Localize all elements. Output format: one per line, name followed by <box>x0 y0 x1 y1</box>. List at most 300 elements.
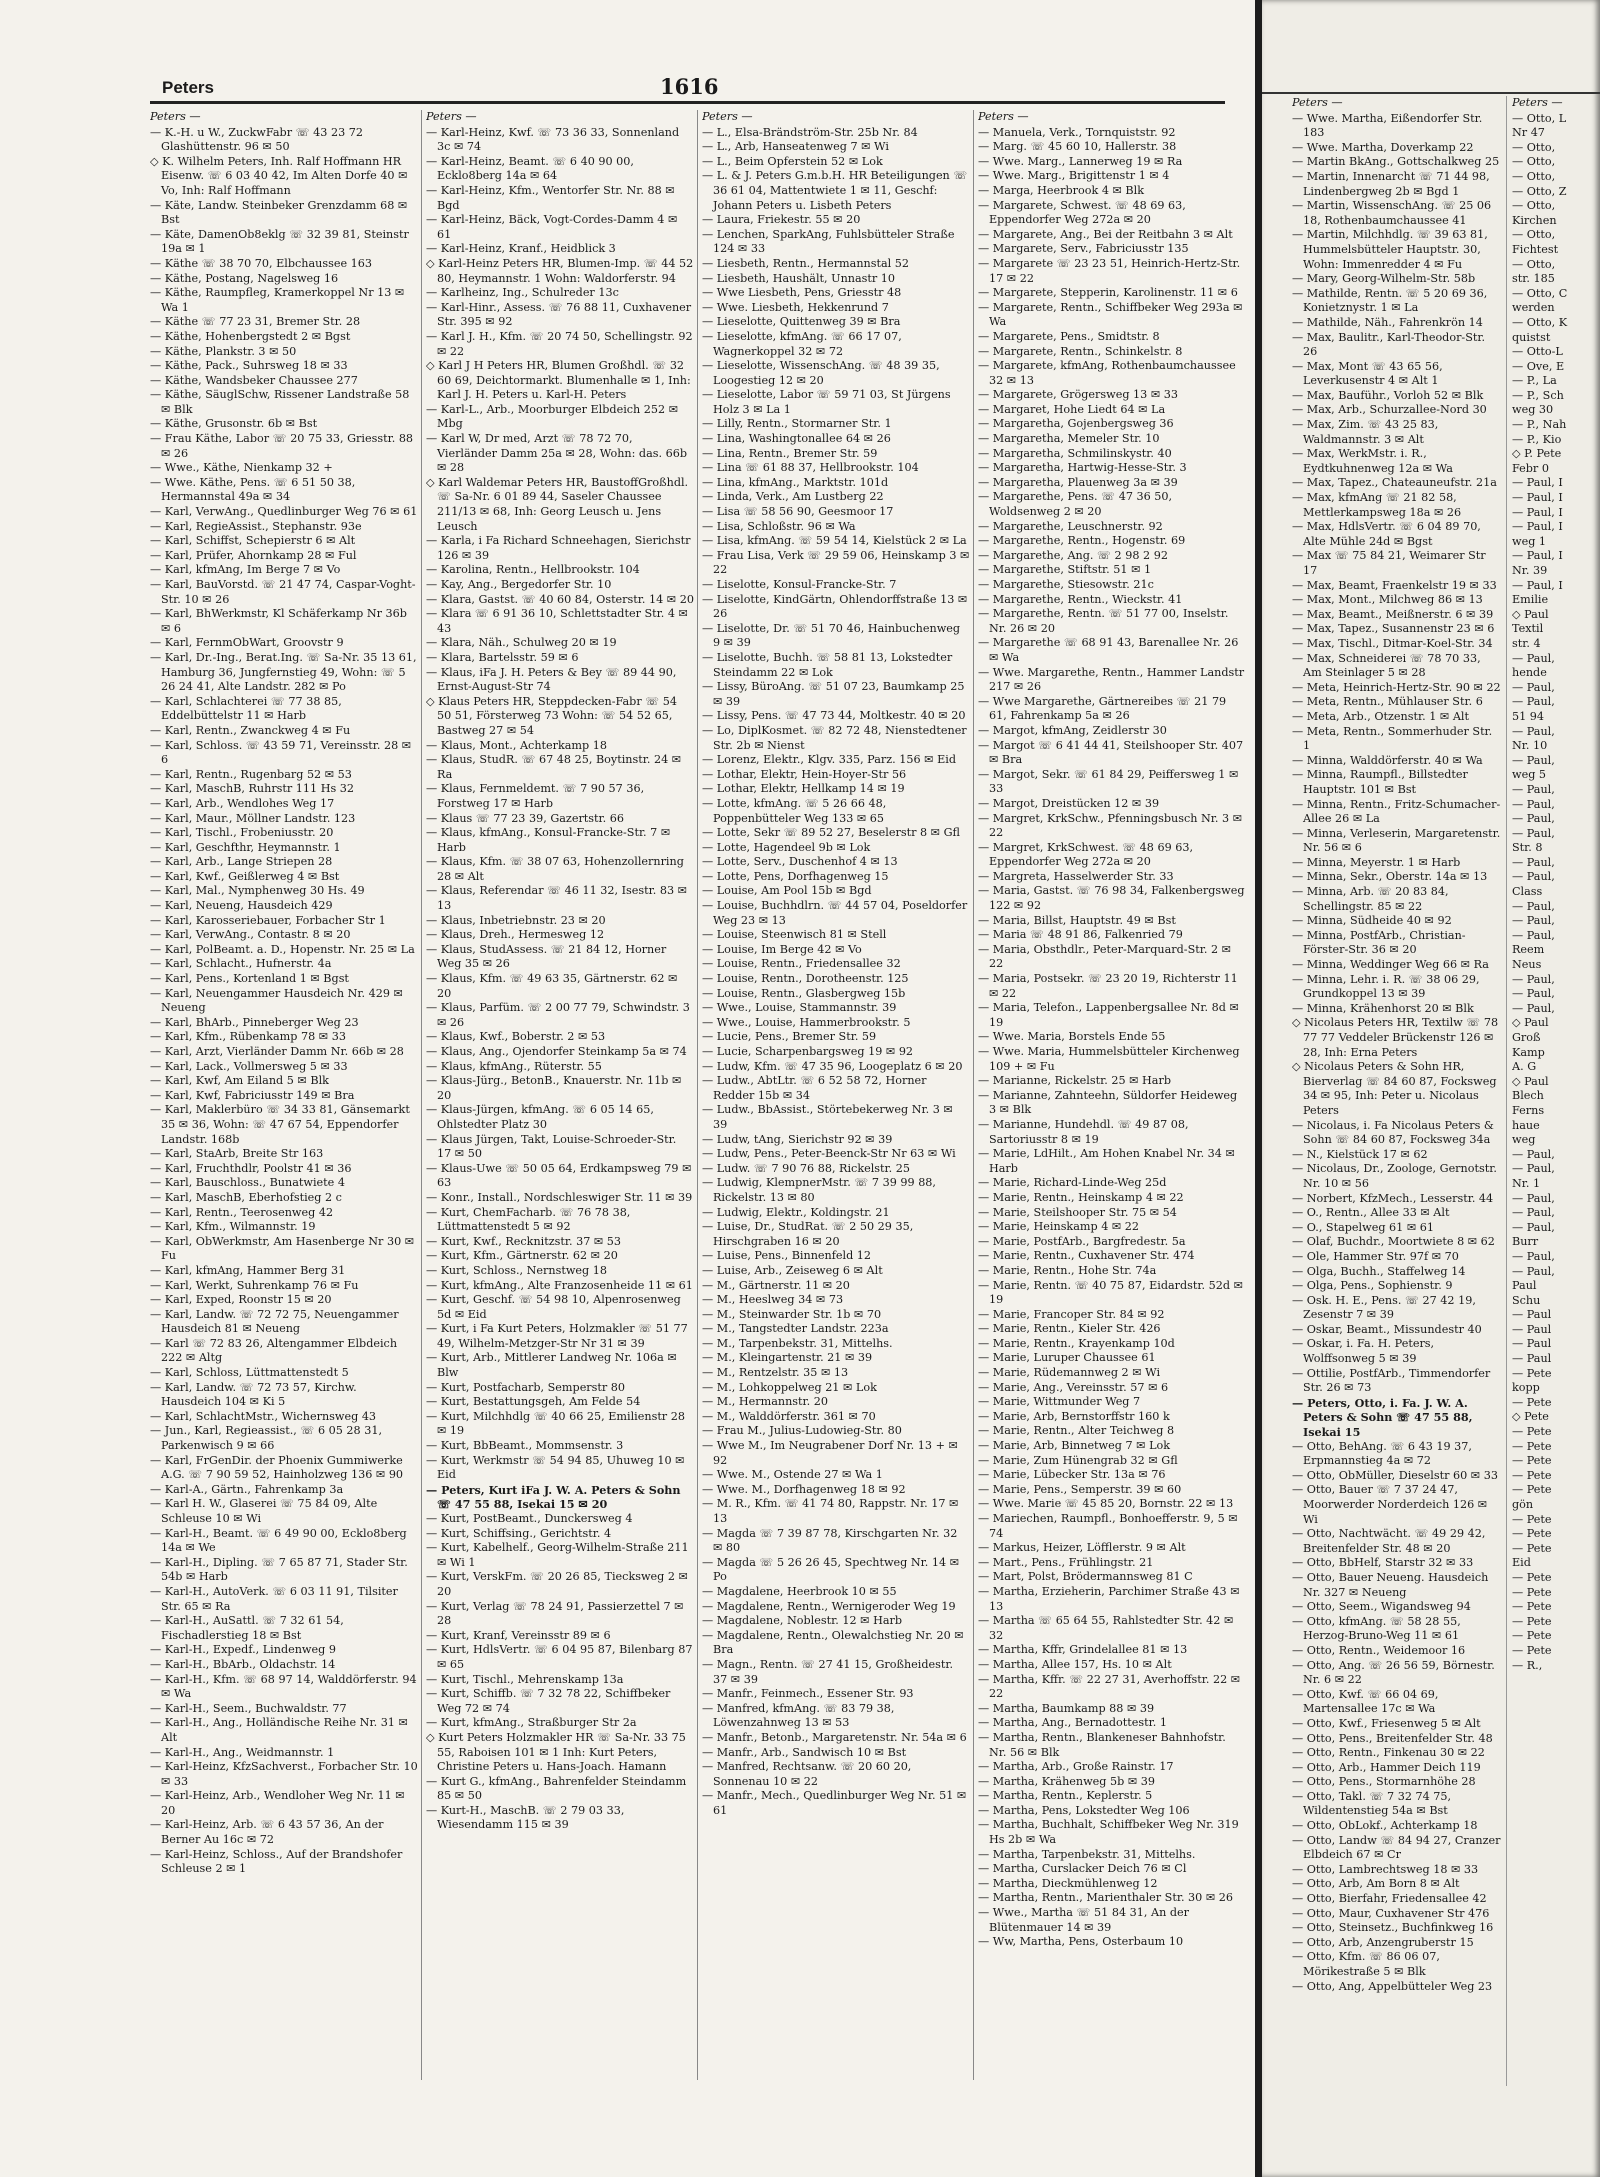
directory-entry: — Karl-H., AuSattl. ☏ 7 32 61 54, Fischadlerstieg 18 ✉ Bst <box>150 1614 344 1642</box>
directory-entry: — Karl ☏ 72 83 26, Altengammer Elbdeich 222 ✉ Altg <box>150 1336 398 1365</box>
directory-entry: str. 185 <box>1512 272 1555 286</box>
directory-entry: — M. R., Kfm. ☏ 41 74 80, Rappstr. Nr. 17 ✉ 13 <box>702 1497 959 1525</box>
directory-entry: — Luise, Arb., Zeiseweg 6 ✉ Alt <box>702 1263 883 1277</box>
directory-entry: — Otto, K <box>1512 315 1568 329</box>
directory-entry: ◇ Klaus Peters HR, Steppdecken-Fabr ☏ 54 50 51, Försterweg 73 Wohn: ☏ 54 52 65, Bastweg 27 ✉ 54 <box>426 694 678 737</box>
directory-entry: — Max, WerkMstr. i. R., Eydtkuhnenweg 12a ✉ Wa <box>1292 447 1453 475</box>
directory-entry: — Klara, Näh., Schulweg 20 ✉ 19 <box>426 636 617 650</box>
directory-entry: — Ludw., AbtLtr. ☏ 6 52 58 72, Horner Redder 15b ✉ 34 <box>702 1074 927 1102</box>
directory-entry: — Margarethe, Leuschnerstr. 92 <box>978 519 1163 533</box>
directory-entry: — Kay, Ang., Bergedorfer Str. 10 <box>426 578 612 591</box>
directory-entry: — Martha, Dieckmühlenweg 12 <box>978 1876 1158 1890</box>
column-heading: Peters — <box>1512 96 1563 109</box>
directory-entry: — Marianne, Hundehdl. ☏ 49 87 08, Sartoriusstr 8 ✉ 19 <box>978 1117 1189 1146</box>
directory-entry: — Pete <box>1512 1643 1552 1657</box>
directory-entry: — Karl, BauVorstd. ☏ 21 47 74, Caspar-Voght-Str. 10 ✉ 26 <box>150 578 416 606</box>
directory-entry: — Margret, KrkSchwest. ☏ 48 69 63, Eppendorfer Weg 272a ✉ 20 <box>978 840 1194 869</box>
directory-entry: — Kurt G., kfmAng., Bahrenfelder Steindamm 85 ✉ 50 <box>426 1774 687 1803</box>
directory-entry: — Marianne, Zahnteehn, Süldorfer Heideweg 3 ✉ Blk <box>978 1088 1238 1117</box>
directory-entry: — Mariechen, Raumpfl., Bonhoefferstr. 9, 5 ✉ 74 <box>978 1512 1238 1540</box>
directory-entry: ◇ Nicolaus Peters & Sohn HR, Bierverlag ☏ 84 60 87, Focksweg 34 ✉ 95, Inh: Peter u. Nicolaus Peters <box>1292 1060 1497 1117</box>
directory-entry: Nr. 1 <box>1512 1176 1541 1190</box>
directory-entry: — Karl, Bauschloss., Bunatwiete 4 <box>150 1176 345 1190</box>
directory-entry: — Margarethe, Rentn. ☏ 51 77 00, Inselstr. Nr. 26 ✉ 20 <box>978 607 1229 635</box>
directory-entry: — Louise, Im Berge 42 ✉ Vo <box>702 942 862 956</box>
directory-entry: — Frau Lisa, Verk ☏ 29 59 06, Heinskamp 3 ✉ 22 <box>702 548 970 577</box>
directory-entry: — Martha, Rentn., Keplerstr. 5 <box>978 1789 1153 1803</box>
directory-entry: — Wwe., Louise, Hammerbrookstr. 5 <box>702 1015 911 1029</box>
directory-entry: — Margaret, Hohe Liedt 64 ✉ La <box>978 402 1166 416</box>
directory-entry: — Karl W, Dr med, Arzt ☏ 78 72 70, Vierländer Damm 25a ✉ 28, Wohn: das. 66b ✉ 28 <box>426 432 688 475</box>
directory-entry: — Margot, kfmAng, Zeidlerstr 30 <box>978 723 1167 737</box>
directory-entry: — Karl, FrGenDir. der Phoenix Gummiwerke A.G. ☏ 7 90 59 52, Hainholzweg 136 ✉ 90 <box>150 1453 404 1482</box>
directory-entry: — Karl, Landw. ☏ 72 73 57, Kirchw. Hausdeich 104 ✉ Ki 5 <box>150 1380 357 1409</box>
directory-entry: — N., Kielstück 17 ✉ 62 <box>1292 1147 1428 1161</box>
directory-entry: — Marie, Lübecker Str. 13a ✉ 76 <box>978 1468 1166 1482</box>
directory-entry: weg 1 <box>1512 534 1547 548</box>
directory-entry: — Otto, Bauer Neueng. Hausdeich Nr. 327 ✉ Neueng <box>1292 1570 1489 1599</box>
directory-entry: — Peters, Kurt iFa J. W. A. Peters & Sohn ☏ 47 55 88, Isekai 15 ✉ 20 <box>426 1482 681 1512</box>
directory-entry: Emilie <box>1512 593 1549 607</box>
directory-entry: — Paul, <box>1512 1001 1555 1015</box>
directory-entry: — Margot, Sekr. ☏ 61 84 29, Peiffersweg 1 ✉ 33 <box>978 767 1239 796</box>
directory-entry: — Karl, Rentn., Rugenbarg 52 ✉ 53 <box>150 767 352 781</box>
directory-entry: — Martha, Ang., Bernadottestr. 1 <box>978 1716 1167 1730</box>
directory-entry: — Lotte, Hagendeel 9b ✉ Lok <box>702 840 871 854</box>
directory-entry: — Karl, Mal., Nymphenweg 30 Hs. 49 <box>150 884 365 898</box>
directory-entry: — Karl, Dr.-Ing., Berat.Ing. ☏ Sa-Nr. 35 13 61, Hamburg 36, Jungfernstieg 49, Wohn: ☏ 5 26 24 41, Alte Landstr. 282 ✉ Po <box>150 650 417 694</box>
directory-entry: — Otto, <box>1512 169 1556 183</box>
directory-entry: — Paul <box>1512 1337 1552 1351</box>
directory-entry: — Marie, Rentn. ☏ 40 75 87, Eidardstr. 52d ✉ 19 <box>978 1278 1243 1307</box>
directory-entry: — Otto, Rentn., Weidemoor 16 <box>1292 1643 1466 1657</box>
directory-entry: ◇ Paul <box>1512 1074 1549 1088</box>
directory-entry: — Käthe ☏ 77 23 31, Bremer Str. 28 <box>150 315 361 329</box>
directory-entry: — Karl, PolBeamt. a. D., Hopenstr. Nr. 25 ✉ La <box>150 942 415 956</box>
directory-entry: — Max, Baulitr., Karl-Theodor-Str. 26 <box>1292 330 1486 359</box>
directory-entry: — Magda ☏ 7 39 87 78, Kirschgarten Nr. 32 ✉ 80 <box>702 1526 958 1555</box>
directory-entry: — Otto, Maur, Cuxhavener Str 476 <box>1292 1906 1490 1920</box>
directory-entry: — Manfr., Betonb., Margaretenstr. Nr. 54a ✉ 6 <box>702 1730 967 1744</box>
directory-entry: — Margaretha, Hartwig-Hesse-Str. 3 <box>978 461 1187 475</box>
directory-entry: — Karl, Landw. ☏ 72 72 75, Neuengammer Hausdeich 81 ✉ Neueng <box>150 1307 399 1336</box>
directory-entry: — Norbert, KfzMech., Lesserstr. 44 <box>1292 1191 1494 1205</box>
directory-entry: gön <box>1512 1498 1534 1511</box>
directory-entry: — Otto, kfmAng. ☏ 58 28 55, Herzog-Bruno-Weg 11 ✉ 61 <box>1292 1614 1461 1643</box>
directory-entry: — Karl, Kfm., Wilmannstr. 19 <box>150 1220 316 1234</box>
directory-entry: — Karl-H., Kfm. ☏ 68 97 14, Walddörferstr. 94 ✉ Wa <box>150 1672 417 1701</box>
directory-entry: — Margaretha, Gojenbergsweg 36 <box>978 417 1174 431</box>
directory-entry: — Laura, Friekestr. 55 ✉ 20 <box>702 213 861 227</box>
directory-entry: — Karl-Heinz, Arb., Wendloher Weg Nr. 11 ✉ 20 <box>150 1789 405 1817</box>
directory-entry: — Karl, Fruchthdlr, Poolstr 41 ✉ 36 <box>150 1161 352 1175</box>
directory-entry: — Lotte, Pens, Dorfhagenweg 15 <box>702 869 889 883</box>
directory-entry: Nr. 39 <box>1512 564 1548 577</box>
directory-entry: — Minna, Krähenhorst 20 ✉ Blk <box>1292 1001 1474 1015</box>
directory-entry: — Liselotte, Dr. ☏ 51 70 46, Hainbuchenweg 9 ✉ 39 <box>702 621 961 650</box>
directory-entry: — Paul, <box>1512 651 1555 665</box>
directory-entry: — Kurt, Kwf., Recknitzstr. 37 ✉ 53 <box>426 1234 622 1248</box>
directory-entry: — Karl-L., Arb., Moorburger Elbdeich 252 ✉ Mbg <box>426 402 679 431</box>
directory-entry: — Liesbeth, Rentn., Hermannstal 52 <box>702 256 910 270</box>
directory-entry: — Otto, Landw ☏ 84 94 27, Cranzer Elbdeich 67 ✉ Cr <box>1292 1833 1501 1862</box>
directory-entry: — Karl, Kwf, Fabriciusstr 149 ✉ Bra <box>150 1088 355 1102</box>
directory-entry: Burr <box>1512 1235 1539 1249</box>
directory-entry: — Paul, <box>1512 1162 1555 1176</box>
directory-entry: — Paul, <box>1512 914 1555 928</box>
directory-entry: — Marie, Arb, Binnetweg 7 ✉ Lok <box>978 1439 1171 1453</box>
directory-entry: — Klara, Gastst. ☏ 40 60 84, Osterstr. 14 ✉ 20 <box>426 592 694 606</box>
directory-entry: — Kurt, Schiffsing., Gerichtstr. 4 <box>426 1526 612 1540</box>
directory-entry: — Klaus, Parfüm. ☏ 2 00 77 79, Schwindstr. 3 ✉ 26 <box>426 1001 690 1029</box>
directory-entry: — Magdalene, Rentn., Wernigeroder Weg 19 <box>702 1599 956 1613</box>
directory-entry: — M., Steinwarder Str. 1b ✉ 70 <box>702 1307 882 1321</box>
directory-entry: weg 5 <box>1512 768 1547 782</box>
directory-entry: — Otto-L <box>1512 345 1563 359</box>
directory-entry: — Wwe., Louise, Stammannstr. 39 <box>702 1001 897 1015</box>
directory-column-1 <box>150 110 418 2090</box>
directory-entry: — Lisa, Schloßstr. 96 ✉ Wa <box>702 519 856 533</box>
directory-entry: — Paul, <box>1512 1264 1555 1278</box>
directory-entry: — Käthe, Postang, Nagelsweg 16 <box>150 271 339 285</box>
directory-entry: — Margaretha, Memeler Str. 10 <box>978 432 1160 446</box>
directory-entry: — Martha, Kffr, Grindelallee 81 ✉ 13 <box>978 1643 1188 1657</box>
directory-entry: — Otto, <box>1512 257 1556 271</box>
directory-entry: — Max, Mont., Milchweg 86 ✉ 13 <box>1292 593 1483 607</box>
directory-entry: — Karl, Kwf., Geißlerweg 4 ✉ Bst <box>150 869 340 883</box>
directory-entry: — Mart, Polst, Brödermannsweg 81 C <box>978 1570 1193 1584</box>
directory-entry: — Maria, Telefon., Lappenbergsallee Nr. 8d ✉ 19 <box>978 1001 1239 1029</box>
directory-entry: Eid <box>1512 1556 1531 1570</box>
directory-entry: — Lilly, Rentn., Stormarner Str. 1 <box>702 417 892 431</box>
directory-entry: — Pete <box>1512 1614 1552 1628</box>
directory-entry: — Karl H. W., Glaserei ☏ 75 84 09, Alte Schleuse 10 ✉ Wi <box>150 1497 378 1525</box>
directory-entry: — Karl, Schloss, Lüttmattenstedt 5 <box>150 1366 349 1380</box>
directory-entry: — Paul, <box>1512 695 1555 709</box>
directory-entry: quistst <box>1512 330 1551 344</box>
directory-entry: — Wwe. Marie ☏ 45 85 20, Bornstr. 22 ✉ 13 <box>978 1497 1234 1511</box>
directory-entry: — Paul, <box>1512 987 1555 1001</box>
directory-entry: — Lina, Washingtonallee 64 ✉ 26 <box>702 432 891 446</box>
column-divider <box>973 110 974 2080</box>
directory-entry: — Otto, Kwf. ☏ 66 04 69, Martensallee 17c ✉ Wa <box>1292 1687 1439 1716</box>
directory-entry: hende <box>1512 666 1547 680</box>
directory-column-right-a <box>1292 96 1502 2096</box>
directory-entry: — Kurt, Schloss., Nernstweg 18 <box>426 1263 607 1277</box>
directory-entry: — Otto, Pens., Stormarnhöhe 28 <box>1292 1775 1476 1789</box>
directory-entry: — Nicolaus, Dr., Zoologe, Gernotstr. Nr. 10 ✉ 56 <box>1292 1162 1497 1190</box>
directory-entry: — Karl, Exped, Roonstr 15 ✉ 20 <box>150 1293 332 1307</box>
directory-entry: — Maria, Gastst. ☏ 76 98 34, Falkenbergsweg 122 ✉ 92 <box>978 884 1245 913</box>
directory-entry: — Max, kfmAng ☏ 21 82 58, Mettlerkampsweg 18a ✉ 26 <box>1292 491 1462 519</box>
directory-entry: — Karl, Werkt, Suhrenkamp 76 ✉ Fu <box>150 1278 359 1292</box>
directory-entry: — Marie, Wittmunder Weg 7 <box>978 1395 1141 1409</box>
directory-entry: — Pete <box>1512 1585 1552 1599</box>
directory-entry: ◇ Karl J H Peters HR, Blumen Großhdl. ☏ 32 60 69, Deichtormarkt. Blumenhalle ✉ 1, Inh: Karl J. H. Peters u. Karl-H. Peters <box>426 359 691 402</box>
directory-entry: — Max, Zim. ☏ 43 25 83, Waldmannstr. 3 ✉ Alt <box>1292 418 1439 446</box>
directory-entry: — Karl-H., Ang., Holländische Reihe Nr. 31 ✉ Alt <box>150 1716 408 1744</box>
directory-entry: — Marie, Rentn., Hohe Str. 74a <box>978 1263 1157 1277</box>
directory-entry: — Otto, BehAng. ☏ 6 43 19 37, Erpmannstieg 4a ✉ 72 <box>1292 1439 1472 1468</box>
directory-entry: — Marie, LdHilt., Am Hohen Knabel Nr. 34 ✉ Harb <box>978 1147 1235 1175</box>
directory-entry: — Karl, Arb., Lange Striepen 28 <box>150 855 333 869</box>
directory-entry: — Ludw, Pens., Peter-Beenck-Str Nr 63 ✉ Wi <box>702 1147 956 1161</box>
directory-entry: — M., Lohkoppelweg 21 ✉ Lok <box>702 1380 877 1394</box>
directory-entry: — Lucie, Pens., Bremer Str. 59 <box>702 1030 877 1044</box>
directory-entry: — Klaus, Dreh., Hermesweg 12 <box>426 928 605 942</box>
directory-entry: — Marg. ☏ 45 60 10, Hallerstr. 38 <box>978 140 1177 154</box>
directory-entry: — Margarete, Pens., Smidtstr. 8 <box>978 329 1160 343</box>
directory-entry: — Osk. H. E., Pens. ☏ 27 42 19, Zesenstr 7 ✉ 39 <box>1292 1293 1476 1322</box>
column-heading: Peters — <box>426 110 477 123</box>
directory-entry: — Frau M., Julius-Ludowieg-Str. 80 <box>702 1424 902 1438</box>
directory-entry: — Minna, Sekr., Oberstr. 14a ✉ 13 <box>1292 870 1488 884</box>
directory-entry: — Minna, Walddörferstr. 40 ✉ Wa <box>1292 753 1483 767</box>
directory-entry: — Paul, <box>1512 899 1555 913</box>
directory-entry: — Max ☏ 75 84 21, Weimarer Str 17 <box>1292 549 1486 577</box>
directory-entry: — Otto, C <box>1512 286 1568 300</box>
directory-entry: — Margarethe, Rentn., Wieckstr. 41 <box>978 592 1183 606</box>
directory-entry: — Marie, Steilshooper Str. 75 ✉ 54 <box>978 1205 1177 1219</box>
directory-entry: — Wwe. Käthe, Pens. ☏ 6 51 50 38, Hermannstal 49a ✉ 34 <box>150 475 356 504</box>
directory-entry: — Lisa, kfmAng. ☏ 59 54 14, Kielstück 2 ✉ La <box>702 534 967 548</box>
directory-entry: — Paul, I <box>1512 476 1563 490</box>
directory-entry: — Pete <box>1512 1439 1552 1453</box>
directory-entry: — Pete <box>1512 1468 1552 1482</box>
directory-entry: — Karl, Neueng, Hausdeich 429 <box>150 899 333 913</box>
directory-entry: — Maria, Billst, Hauptstr. 49 ✉ Bst <box>978 913 1176 927</box>
directory-entry: — Karl, Schloss. ☏ 43 59 71, Vereinsstr. 28 ✉ 6 <box>150 738 412 767</box>
book-binding <box>1255 0 1262 2177</box>
directory-entry: — Martin, Milchhdlg. ☏ 39 63 81, Hummelsbütteler Hauptstr. 30, Wohn: Immenredder 4 ✉ Fu <box>1292 228 1488 271</box>
directory-entry: Nr 47 <box>1512 126 1545 140</box>
directory-entry: — Klaus, iFa J. H. Peters & Bey ☏ 89 44 90, Ernst-August-Str 74 <box>426 665 677 694</box>
directory-entry: — O., Rentn., Allee 33 ✉ Alt <box>1292 1206 1450 1220</box>
directory-entry: — Pete <box>1512 1454 1552 1468</box>
directory-entry: — Wwe., Martha ☏ 51 84 31, An der Blütenmauer 14 ✉ 39 <box>978 1906 1189 1934</box>
directory-entry: — Paul, <box>1512 812 1555 826</box>
directory-entry: — Martha, Krähenweg 5b ✉ 39 <box>978 1774 1156 1788</box>
directory-entry: — Lo, DiplKosmet. ☏ 82 72 48, Nienstedtener Str. 2b ✉ Nienst <box>702 723 967 752</box>
directory-entry: — Margarete, Rentn., Schinkelstr. 8 <box>978 344 1183 358</box>
directory-entry: — Margarethe, Stiftstr. 51 ✉ 1 <box>978 563 1152 577</box>
directory-entry: — Pete <box>1512 1483 1552 1497</box>
directory-entry: — Karl J. H., Kfm. ☏ 20 74 50, Schellingstr. 92 ✉ 22 <box>426 329 693 358</box>
directory-entry: — K.-H. u W., ZuckwFabr ☏ 43 23 72 Glashüttenstr. 96 ✉ 50 <box>150 125 363 154</box>
directory-entry: haue <box>1512 1118 1540 1132</box>
directory-entry: — Paul, <box>1512 1147 1555 1161</box>
directory-entry: — Paul, <box>1512 1249 1555 1263</box>
directory-entry: Groß <box>1512 1031 1541 1044</box>
directory-entry: — Käte, Landw. Steinbeker Grenzdamm 68 ✉ Bst <box>150 198 408 227</box>
directory-entry: — Karl-H., AutoVerk. ☏ 6 03 11 91, Tilsiter Str. 65 ✉ Ra <box>150 1584 398 1613</box>
directory-entry: — Paul, <box>1512 826 1555 840</box>
directory-entry: — Marie, Francoper Str. 84 ✉ 92 <box>978 1307 1165 1321</box>
directory-entry: — Karl, ObWerkmstr, Am Hasenberge Nr 30 ✉ Fu <box>150 1234 415 1263</box>
directory-entry: — Otto, Steinsetz., Buchfinkweg 16 <box>1292 1921 1494 1935</box>
directory-entry: — Minna, Meyerstr. 1 ✉ Harb <box>1292 855 1461 869</box>
directory-entry: — Louise, Steenwisch 81 ✉ Stell <box>702 928 887 942</box>
directory-entry: — Karl-Heinz, Bäck, Vogt-Cordes-Damm 4 ✉ 61 <box>426 213 678 241</box>
directory-entry: Blech <box>1512 1089 1544 1103</box>
directory-entry: — Linda, Verk., Am Lustberg 22 <box>702 490 884 504</box>
directory-entry: — Karl-Heinz, KfzSachverst., Forbacher Str. 10 ✉ 33 <box>150 1760 418 1788</box>
directory-entry: — Max, Tapez., Chateauneufstr. 21a <box>1292 476 1497 490</box>
directory-entry: ◇ Paul <box>1512 607 1549 621</box>
directory-entry: ◇ Kurt Peters Holzmakler HR ☏ Sa-Nr. 33 75 55, Raboisen 101 ✉ 1 Inh: Kurt Peters, Christine Peters u. Hans-Joach. Hamann <box>426 1730 686 1774</box>
directory-entry: — Wwe. Marg., Lannerweg 19 ✉ Ra <box>978 154 1183 168</box>
directory-entry: — Minna, PostfArb., Christian-Förster-Str. 36 ✉ 20 <box>1292 928 1466 957</box>
directory-entry: — Paul <box>1512 1322 1552 1336</box>
directory-entry: — Klara ☏ 6 91 36 10, Schlettstadter Str. 4 ✉ 43 <box>426 607 688 635</box>
directory-entry: — P., Sch <box>1512 388 1564 402</box>
directory-entry: — Kurt, Bestattungsgeh, Am Felde 54 <box>426 1395 641 1409</box>
directory-entry: — Marianne, Rickelstr. 25 ✉ Harb <box>978 1074 1171 1088</box>
directory-entry: — Mary, Georg-Wilhelm-Str. 58b <box>1292 272 1476 286</box>
directory-entry: — Olga, Buchh., Staffelweg 14 <box>1292 1264 1466 1278</box>
directory-entry: — Karl-H., Ang., Weidmannstr. 1 <box>150 1745 335 1759</box>
directory-entry: ◇ P. Pete <box>1512 447 1562 461</box>
directory-entry: — Karolina, Rentn., Hellbrookstr. 104 <box>426 563 640 577</box>
directory-entry: — Ludw, Kfm. ☏ 47 35 96, Loogeplatz 6 ✉ 20 <box>702 1059 963 1073</box>
column-heading: Peters — <box>702 110 753 123</box>
directory-entry: — Otto, L <box>1512 111 1567 125</box>
directory-entry: — Klaus-Jürgen, kfmAng. ☏ 6 05 14 65, Ohlstedter Platz 30 <box>426 1103 654 1131</box>
directory-entry: — Klaus Jürgen, Takt, Louise-Schroeder-Str. 17 ✉ 50 <box>426 1132 677 1161</box>
directory-entry: — Otto, Takl. ☏ 7 32 74 75, Wildentenstieg 54a ✉ Bst <box>1292 1789 1452 1818</box>
directory-entry: — Karl, Schlachterei ☏ 77 38 85, Eddelbüttelstr 11 ✉ Harb <box>150 694 342 723</box>
directory-entry: — Kurt, Kranf, Vereinsstr 89 ✉ 6 <box>426 1628 611 1642</box>
directory-entry: — Karlheinz, Ing., Schulreder 13c <box>426 286 619 300</box>
directory-entry: — Otto, Seem., Wigandsweg 94 <box>1292 1600 1471 1614</box>
directory-entry: — Lucie, Scharpenbargsweg 19 ✉ 92 <box>702 1045 914 1058</box>
directory-entry: — Margarethe, Ang. ☏ 2 98 2 92 <box>978 548 1168 562</box>
directory-entry: — Klaus, StudAssess. ☏ 21 84 12, Horner Weg 35 ✉ 26 <box>426 942 667 971</box>
directory-entry: — Marie, Pens., Semperstr. 39 ✉ 60 <box>978 1482 1182 1496</box>
directory-entry: Paul <box>1512 1279 1537 1293</box>
directory-entry: — Karl, Prüfer, Ahornkamp 28 ✉ Ful <box>150 548 357 562</box>
directory-entry: — Lieselotte, Quittenweg 39 ✉ Bra <box>702 315 901 329</box>
directory-entry: — Otto, Arb, Am Born 8 ✉ Alt <box>1292 1877 1460 1891</box>
column-divider-right <box>1506 96 1507 2086</box>
directory-entry: — Maria, Obsthdlr., Peter-Marquard-Str. 2 ✉ 22 <box>978 942 1232 971</box>
column-heading: Peters — <box>1292 96 1343 109</box>
directory-entry: — Minna, Lehr. i. R. ☏ 38 06 29, Grundkoppel 13 ✉ 39 <box>1292 972 1480 1001</box>
directory-entry: — Käte, DamenOb8eklg ☏ 32 39 81, Steinstr 19a ✉ 1 <box>150 227 409 256</box>
directory-entry: ◇ Nicolaus Peters HR, Textilw ☏ 78 77 77 Veddeler Brückenstr 126 ✉ 28, Inh: Erna Peters <box>1292 1016 1499 1059</box>
directory-entry: Fichtest <box>1512 242 1559 256</box>
directory-entry: — Minna, Südheide 40 ✉ 92 <box>1292 914 1452 928</box>
directory-entry: — Pete <box>1512 1629 1552 1643</box>
directory-entry: — Otto, Arb, Anzengruberstr 15 <box>1292 1935 1474 1949</box>
directory-entry: — Martin BkAng., Gottschalkweg 25 <box>1292 155 1500 169</box>
directory-entry: Febr 0 <box>1512 461 1549 475</box>
directory-entry: — Klaus, Kfm. ☏ 38 07 63, Hohenzollernring 28 ✉ Alt <box>426 855 684 883</box>
directory-entry: — Lotte, Sekr ☏ 89 52 27, Beselerstr 8 ✉ Gfl <box>702 826 960 840</box>
directory-entry: ◇ Karl Waldemar Peters HR, BaustoffGroßhdl. ☏ Sa-Nr. 6 01 89 44, Saseler Chaussee 211/13 ✉ 68, Inh: Georg Leusch u. Jens Leusch <box>426 475 689 533</box>
directory-entry: — Lorenz, Elektr., Klgv. 335, Parz. 156 ✉ Eid <box>702 753 956 767</box>
directory-entry: — Lieselotte, WissenschAng. ☏ 48 39 35, Loogestieg 12 ✉ 20 <box>702 359 940 387</box>
directory-entry: — Max, Arb., Schurzallee-Nord 30 <box>1292 403 1487 417</box>
directory-entry: Class <box>1512 885 1543 899</box>
directory-entry: — Karl, kfmAng, Im Berge 7 ✉ Vo <box>150 563 341 577</box>
directory-entry: — Wwe Margarethe, Gärtnereibes ☏ 21 79 61, Fahrenkamp 5a ✉ 26 <box>978 694 1227 723</box>
directory-entry: — Margarete, Stepperin, Karolinenstr. 11 ✉ 6 <box>978 286 1238 300</box>
header-rule-right <box>1262 92 1600 94</box>
directory-entry: — Manfred, Rechtsanw. ☏ 20 60 20, Sonnenau 10 ✉ 22 <box>702 1760 912 1788</box>
column-divider <box>421 110 422 2080</box>
directory-entry: — Marie, Arb, Bernstorffstr 160 k <box>978 1409 1170 1423</box>
directory-entry: — Otto, Kfm. ☏ 86 06 07, Mörikestraße 5 ✉ Blk <box>1292 1950 1440 1978</box>
directory-entry: — Karl, Lack., Vollmersweg 5 ✉ 33 <box>150 1059 348 1073</box>
directory-entry: Kamp <box>1512 1045 1545 1059</box>
directory-entry: — Margarete, Serv., Fabriciusstr 135 <box>978 242 1189 256</box>
directory-entry: Schu <box>1512 1293 1541 1307</box>
directory-entry: — Karl, RegieAssist., Stephanstr. 93e <box>150 519 362 533</box>
directory-entry: — Otto, <box>1512 140 1556 154</box>
directory-entry: — Wwe., Käthe, Nienkamp 32 + <box>150 461 333 475</box>
directory-entry: — Mathilde, Rentn. ☏ 5 20 69 36, Konietznystr. 1 ✉ La <box>1292 286 1488 315</box>
directory-entry: — Lina, kfmAng., Marktstr. 101d <box>702 475 889 489</box>
directory-entry: — Karl-Hinr., Assess. ☏ 76 88 11, Cuxhavener Str. 395 ✉ 92 <box>426 300 692 329</box>
directory-entry: — Kurt, ChemFacharb. ☏ 76 78 38, Lüttmattenstedt 5 ✉ 92 <box>426 1205 631 1234</box>
directory-entry: — Otto, Nachtwächt. ☏ 49 29 42, Breitenfelder Str. 48 ✉ 20 <box>1292 1527 1486 1555</box>
directory-entry: — Mart., Pens., Frühlingstr. 21 <box>978 1555 1154 1569</box>
directory-entry: — Kurt, Werkmstr ☏ 54 94 85, Uhuweg 10 ✉ Eid <box>426 1453 685 1482</box>
directory-entry: — Margret, KrkSchw., Pfenningsbusch Nr. 3 ✉ 22 <box>978 811 1243 840</box>
directory-column-4 <box>978 110 1246 2090</box>
directory-entry: — Lotte, Serv., Duschenhof 4 ✉ 13 <box>702 855 898 869</box>
directory-entry: — Karl, Pens., Kortenland 1 ✉ Bgst <box>150 972 349 986</box>
directory-entry: — Margarete, Rentn., Schiffbeker Weg 293a ✉ Wa <box>978 300 1243 329</box>
directory-entry: — Wwe. Liesbeth, Hekkenrund 7 <box>702 300 889 314</box>
directory-entry: — Minna, Rentn., Fritz-Schumacher-Allee 26 ✉ La <box>1292 797 1501 826</box>
directory-entry: — Pete <box>1512 1395 1552 1409</box>
directory-entry: — Wwe. Maria, Borstels Ende 55 <box>978 1030 1166 1044</box>
directory-entry: — Max, Tapez., Susannenstr 23 ✉ 6 <box>1292 622 1495 636</box>
directory-entry: — Paul, <box>1512 972 1555 986</box>
directory-entry: — Manfred, kfmAng. ☏ 83 79 38, Löwenzahnweg 13 ✉ 53 <box>702 1701 895 1730</box>
directory-entry: — Kurt, Arb., Mittlerer Landweg Nr. 106a ✉ Blw <box>426 1351 677 1380</box>
directory-entry: — Marga, Heerbrook 4 ✉ Blk <box>978 183 1145 197</box>
directory-entry: — Karl, Schlacht., Hufnerstr. 4a <box>150 957 332 971</box>
directory-entry: — Nicolaus, i. Fa Nicolaus Peters & Sohn ☏ 84 60 87, Focksweg 34a <box>1292 1118 1494 1147</box>
directory-entry: — Louise, Buchhdlrn. ☏ 44 57 04, Poseldorfer Weg 23 ✉ 13 <box>702 899 968 927</box>
directory-entry: — Karl, Tischl., Frobeniusstr. 20 <box>150 826 334 840</box>
directory-entry: — Paul, I <box>1512 505 1563 519</box>
directory-entry: — Mathilde, Näh., Fahrenkrön 14 <box>1292 315 1483 329</box>
directory-entry: — Klaus, StudR. ☏ 67 48 25, Boytinstr. 24 ✉ Ra <box>426 753 682 781</box>
directory-entry: Reem <box>1512 943 1545 957</box>
running-header <box>150 74 1225 104</box>
directory-entry: — Martha, Erzieherin, Parchimer Straße 43 ✉ 13 <box>978 1584 1240 1613</box>
directory-entry: — Otto, Rentn., Finkenau 30 ✉ 22 <box>1292 1746 1485 1760</box>
directory-entry: — Max, Bauführ., Vorloh 52 ✉ Blk <box>1292 388 1484 402</box>
directory-entry: — Paul, <box>1512 855 1555 869</box>
directory-entry: — Olga, Pens., Sophienstr. 9 <box>1292 1279 1453 1293</box>
directory-entry: — Wwe. Marg., Brigittenstr 1 ✉ 4 <box>978 169 1170 183</box>
directory-entry: weg 30 <box>1512 403 1554 417</box>
directory-entry: — Otto, Bierfahr, Friedensallee 42 <box>1292 1892 1487 1906</box>
directory-entry: — Pete <box>1512 1512 1552 1526</box>
directory-entry: — Wwe. Margarethe, Rentn., Hammer Landstr 217 ✉ 26 <box>978 665 1245 694</box>
directory-column-3 <box>702 110 970 2090</box>
directory-entry: — Margreta, Hasselwerder Str. 33 <box>978 869 1174 883</box>
directory-page-right <box>1262 0 1600 2177</box>
directory-entry: — Margarethe, Stiesowstr. 21c <box>978 578 1154 591</box>
directory-entry: — Martha, Curslacker Deich 76 ✉ Cl <box>978 1862 1187 1876</box>
directory-entry: — Martin, WissenschAng. ☏ 25 06 18, Rothenbaumchaussee 41 <box>1292 199 1492 227</box>
